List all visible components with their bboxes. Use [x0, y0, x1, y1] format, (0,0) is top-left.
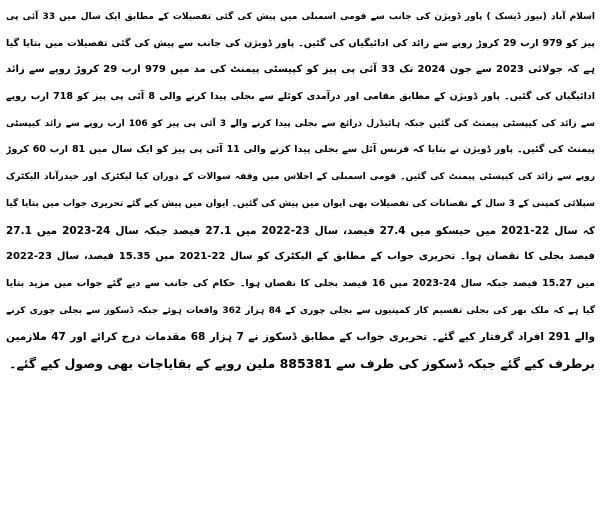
article-line: گیا ہے کہ ملک بھر کی بجلی تقسیم کار کمپنیوں سے بجلی چوری کے 84 ہزار 362 واقعات ہوئے جبکہ ڈسکوز سے بجلی چوری کرنے: [6, 305, 595, 316]
article-line: اسلام آباد (نیوز ڈیسک ) پاور ڈویژن کی جانب سے قومی اسمبلی میں پیش کی گئی تفصیلات کے مطابق ایک سال میں 33 آئی پی: [6, 12, 595, 22]
article-line: کہ سال 22-2021 میں حیسکو میں 27.4 فیصد، سال 23-2022 میں 27.1 فیصد جبکہ سال 24-2023 میں 27.1: [6, 224, 595, 237]
article-line: فیصد بجلی کا نقصان ہوا۔ تحریری جواب کے مطابق کے الیکٹرک کو سال 22-2021 میں 15.35 فیصد، سال 23-2022: [6, 251, 595, 263]
article-line: روپے سے زائد کی کیپسٹی پیمنٹ کی گئیں۔ قومی اسمبلی کے اجلاس میں وقفہ سوالات کے دوران کیا لیکٹرک اور حیدرآباد الیکٹرک: [6, 172, 595, 183]
article-line: برطرف کیے گئے جبکہ ڈسکوز کی طرف سے 885381 ملین روپے کے بقایاجات بھی وصول کیے گئے۔: [9, 355, 595, 371]
article-body: [6, 4, 595, 378]
article-line: ادائیگیاں کی گئیں۔ پاور ڈویژن کے مطابق مقامی اور درآمدی کوئلے سے بجلی پیدا کرنے والی 8 آئی پی پیز کو 718 ارب روپے: [6, 91, 595, 103]
article-line: سپلائی کمپنی کے 3 سال کے نقصانات کی تفصیلات بھی ایوان میں پیش کی گئیں۔ ایوان میں پیش کیے گئے تحریری جواب میں بتایا گیا: [6, 198, 595, 209]
article-line: ہے کہ جولائی 2023 سے جون 2024 تک 33 آئی پی پیز کو کپیسٹی پیمنٹ کی مد میں 979 ارب 29 کروڑ روپے سے زائد: [6, 64, 595, 76]
article-line: والے 291 افراد گرفتار کیے گئے۔ تحریری جواب کے مطابق ڈسکوز نے 7 ہزار 68 مقدمات درج کرائے اور 47 ملازمین: [6, 331, 595, 344]
article-line: پیمنٹ کی گئیں۔ پاور ڈویژن نے بتایا کہ فرنس آئل سے بجلی پیدا کرنے والی 11 آئی پی پیز کو ایک سال میں 81 ارب 60 کروڑ: [6, 144, 595, 156]
article-line: میں 15.27 فیصد جبکہ سال 24-2023 میں 16 فیصد بجلی کا نقصان ہوا۔ حکام کی جانب سے دیے گئے جواب میں مزید بتایا: [6, 277, 595, 289]
article-line: پیز کو 979 ارب 29 کروڑ روپے سے زائد کی ادائیگیاں کی گئیں۔ پاور ڈویژن کی جانب سے پیش کی گئی تفصیلات میں بتایا گیا: [6, 37, 595, 49]
article-line: سے زائد کی کیپسٹی پیمنٹ کی گئیں جبکہ ہائیڈرل ذرائع سے بجلی پیدا کرنے والے 3 آئی پی پیز کو 106 ارب روپے سے زائد کیپسٹی: [6, 118, 595, 129]
